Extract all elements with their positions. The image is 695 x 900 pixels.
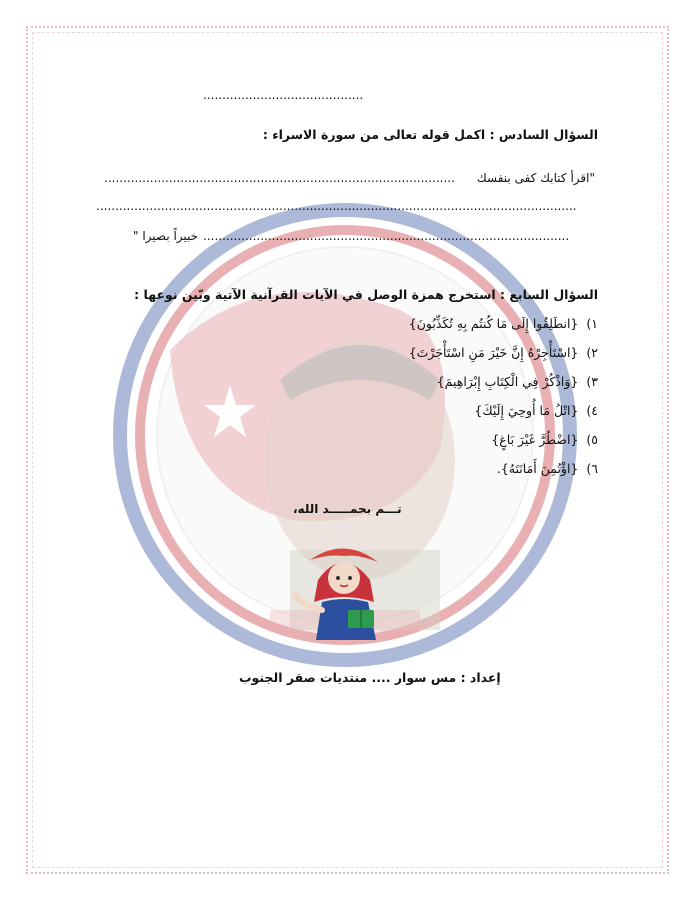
item-number: ٦)	[586, 461, 598, 476]
credit-line: إعداد : مس سوار .... منتديات صقر الجنوب	[239, 670, 501, 685]
item-number: ٤)	[586, 403, 598, 418]
item-number: ١)	[586, 316, 598, 331]
verse-dots-3: ................................................................................................	[203, 229, 570, 243]
item-text: {انطَلِقُوا إِلَى مَا كُنتُم بِهِ تُكَذِّبُونَ}	[408, 316, 579, 331]
item-text: {اضْطُرَّ غَيْرَ بَاغٍ}	[491, 432, 579, 447]
item-text: {وَاذْكُرْ فِي الْكِتَابِ إِبْرَاهِيمَ}	[436, 374, 579, 389]
item-number: ٣)	[586, 374, 598, 389]
item-text: {اتْلُ مَا أُوحِيَ إِلَيْكَ}	[474, 403, 579, 418]
verse-end: خبيراً بصيرا "	[133, 229, 199, 243]
list-item	[409, 345, 598, 360]
list-item	[491, 432, 598, 447]
list-item	[474, 403, 598, 418]
list-item	[409, 316, 598, 331]
item-text: {اسْتَأْجِرْهُ إِنَّ خَيْرَ مَنِ اسْتَأْجَرْتَ}	[408, 345, 579, 360]
item-number: ٢)	[586, 345, 598, 360]
closing-text: تـــم بحمـــــد الله،	[293, 502, 402, 516]
question-six-title: السؤال السادس : اكمل قوله تعالى من سورة الاسراء :	[262, 127, 598, 142]
verse-dots-2: ..............................................................................................................................	[96, 199, 577, 213]
list-item	[437, 374, 598, 389]
verse-dots-1: ............................................................................................	[104, 171, 455, 185]
question-seven-title: السؤال السابع : استخرج همزة الوصل في الآيات القرآنية الآتية وبّين نوعها :	[134, 287, 598, 302]
verse-start: "اقرأ كتابك كفى بنفسك	[476, 171, 595, 185]
girl-reading-book-icon	[288, 540, 398, 646]
item-text: {اؤْتُمِنَ أَمَانَتَهُ}.	[496, 461, 579, 476]
item-number: ٥)	[586, 432, 598, 447]
list-item	[497, 461, 598, 476]
top-blank-line: ..........................................	[203, 88, 364, 102]
